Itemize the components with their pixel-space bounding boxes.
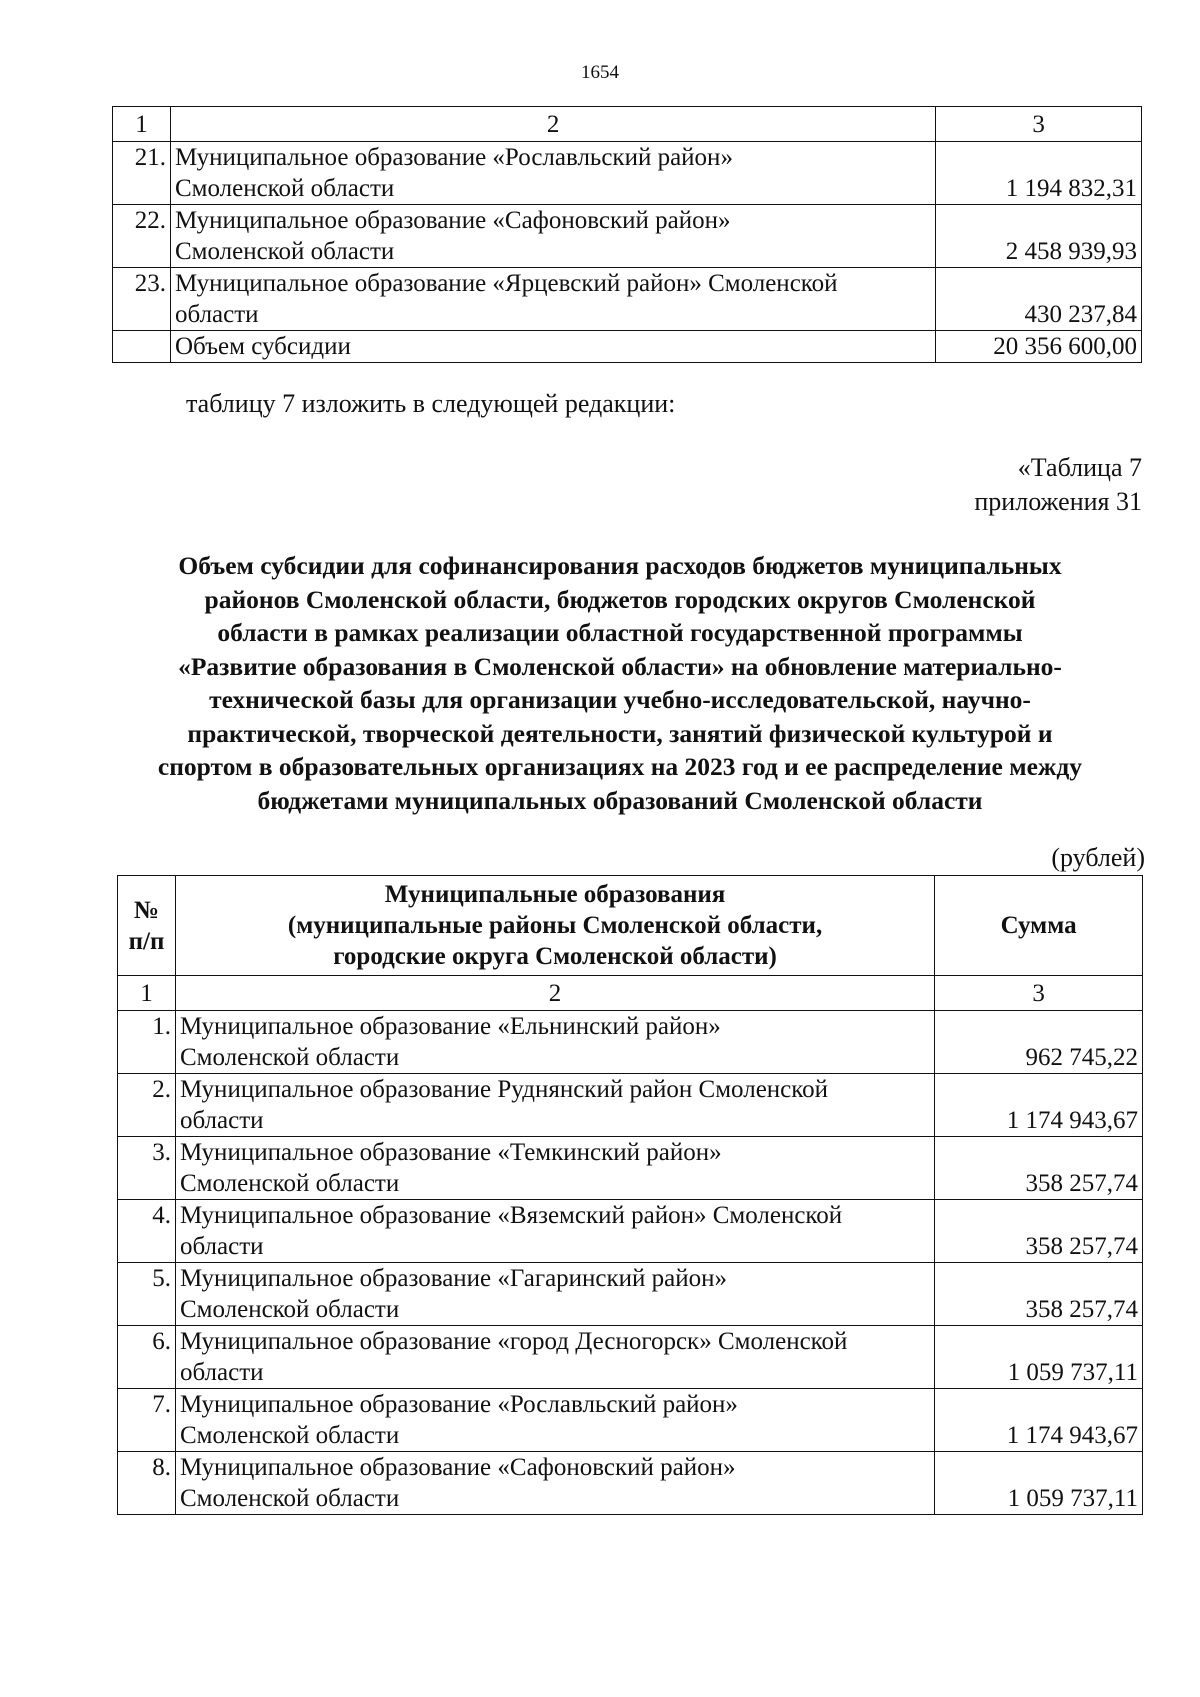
row-number: 7.	[118, 1389, 176, 1452]
page-number: 1654	[581, 62, 619, 83]
name-line: Смоленской области	[179, 1296, 400, 1323]
header-line: городские округа Смоленской области)	[333, 943, 777, 970]
row-number: 21.	[113, 142, 171, 205]
table-row	[118, 1326, 1143, 1389]
header-line: №	[133, 896, 160, 924]
name-line: Муниципальное образование «Сафоновский район»	[179, 1454, 736, 1481]
document-title	[100, 549, 1140, 817]
row-sum: 358 257,74	[935, 1137, 1143, 1200]
row-number: 4.	[118, 1200, 176, 1263]
top-table-header-row	[113, 107, 1142, 142]
row-name	[175, 1011, 934, 1074]
table-row	[118, 1011, 1143, 1074]
title-line: Объем субсидии для софинансирования расходов бюджетов муниципальных	[178, 551, 1062, 580]
name-line: Смоленской области	[179, 1422, 400, 1449]
row-name	[170, 205, 935, 268]
main-table-header-row	[118, 876, 1143, 976]
table-row	[113, 268, 1142, 331]
row-name	[175, 1200, 934, 1263]
row-number: 6.	[118, 1326, 176, 1389]
row-sum: 430 237,84	[936, 268, 1142, 331]
row-name	[175, 1452, 934, 1515]
name-line: Смоленской области	[174, 238, 395, 265]
header-cell: 1	[113, 107, 171, 142]
header-line: п/п	[128, 927, 165, 955]
total-sum: 20 356 600,00	[936, 331, 1142, 363]
name-line: Смоленской области	[174, 175, 395, 202]
name-line: Муниципальное образование «Ельнинский район»	[179, 1013, 721, 1040]
name-line: Смоленской области	[179, 1170, 400, 1197]
row-sum: 1 174 943,67	[935, 1389, 1143, 1452]
table-row	[118, 1452, 1143, 1515]
row-name	[175, 1074, 934, 1137]
row-number: 23.	[113, 268, 171, 331]
table-row	[118, 1263, 1143, 1326]
title-line: «Развитие образования в Смоленской области» на обновление материально-	[178, 651, 1062, 681]
table-row	[113, 142, 1142, 205]
row-sum: 358 257,74	[935, 1200, 1143, 1263]
title-line: технической базы для организации учебно-исследовательской, научно-	[209, 685, 1031, 714]
table-row	[118, 1137, 1143, 1200]
header-number-cell	[118, 876, 176, 976]
header-sum-cell: Сумма	[935, 876, 1143, 976]
row-number: 2.	[118, 1074, 176, 1137]
title-line: практической, творческой деятельности, занятий физической культурой и	[187, 718, 1053, 748]
units-label: (рублей)	[1051, 843, 1145, 872]
name-line: Муниципальное образование «Рославльский район»	[179, 1391, 738, 1418]
row-sum: 1 174 943,67	[935, 1074, 1143, 1137]
header-name-cell	[175, 876, 934, 976]
row-number: 8.	[118, 1452, 176, 1515]
row-sum: 962 745,22	[935, 1011, 1143, 1074]
name-line: Смоленской области	[179, 1485, 400, 1512]
row-sum: 358 257,74	[935, 1263, 1143, 1326]
title-line: районов Смоленской области, бюджетов городских округов Смоленской	[204, 584, 1036, 614]
name-line: Муниципальное образование «Темкинский район»	[179, 1139, 722, 1166]
main-table	[117, 875, 1143, 1515]
table-ref-line: «Таблица 7	[1017, 453, 1142, 482]
row-name	[175, 1263, 934, 1326]
title-line: области в рамках реализации областной государственной программы	[217, 618, 1023, 647]
table-ref-line: приложения 31	[974, 487, 1142, 516]
name-line: Муниципальное образование «Гагаринский район»	[179, 1265, 728, 1292]
table-row	[118, 1389, 1143, 1452]
total-label: Объем субсидии	[170, 331, 935, 363]
row-sum: 1 059 737,11	[935, 1452, 1143, 1515]
row-name	[170, 142, 935, 205]
row-sum: 1 059 737,11	[935, 1326, 1143, 1389]
name-line: Муниципальное образование «Сафоновский район»	[174, 207, 731, 234]
table-row	[118, 1074, 1143, 1137]
title-line: спортом в образовательных организациях на 2023 год и ее распределение между	[157, 752, 1083, 781]
row-name	[170, 268, 935, 331]
row-sum: 1 194 832,31	[936, 142, 1142, 205]
index-cell: 1	[118, 976, 176, 1011]
name-line: Муниципальное образование «Рославльский район»	[174, 144, 733, 171]
name-line: области	[174, 301, 259, 328]
instruction-text: таблицу 7 изложить в следующей редакции:	[186, 389, 676, 418]
top-table	[112, 106, 1142, 363]
row-number: 3.	[118, 1137, 176, 1200]
name-line: области	[179, 1233, 264, 1260]
header-cell: 3	[936, 107, 1142, 142]
table-row	[113, 205, 1142, 268]
row-name	[175, 1326, 934, 1389]
row-name	[175, 1137, 934, 1200]
index-cell: 3	[935, 976, 1143, 1011]
name-line: области	[179, 1107, 264, 1134]
row-number: 22.	[113, 205, 171, 268]
title-line: бюджетами муниципальных образований Смоленской области	[257, 785, 983, 815]
name-line: Муниципальное образование «Ярцевский район» Смоленской	[174, 270, 838, 297]
row-number: 5.	[118, 1263, 176, 1326]
name-line: Смоленской области	[179, 1044, 400, 1071]
name-line: Муниципальное образование «Вяземский район» Смоленской	[179, 1202, 843, 1229]
index-row	[118, 976, 1143, 1011]
index-cell: 2	[175, 976, 934, 1011]
row-sum: 2 458 939,93	[936, 205, 1142, 268]
total-row	[113, 331, 1142, 363]
table-reference	[974, 451, 1142, 519]
header-line: Муниципальные образования	[384, 881, 726, 908]
row-number: 1.	[118, 1011, 176, 1074]
empty-cell	[113, 331, 171, 363]
name-line: Муниципальное образование «город Десногорск» Смоленской	[179, 1328, 848, 1355]
row-name	[175, 1389, 934, 1452]
table-row	[118, 1200, 1143, 1263]
name-line: области	[179, 1359, 264, 1386]
name-line: Муниципальное образование Руднянский район Смоленской	[179, 1076, 829, 1103]
header-cell: 2	[170, 107, 935, 142]
header-line: (муниципальные районы Смоленской области,	[287, 912, 823, 939]
